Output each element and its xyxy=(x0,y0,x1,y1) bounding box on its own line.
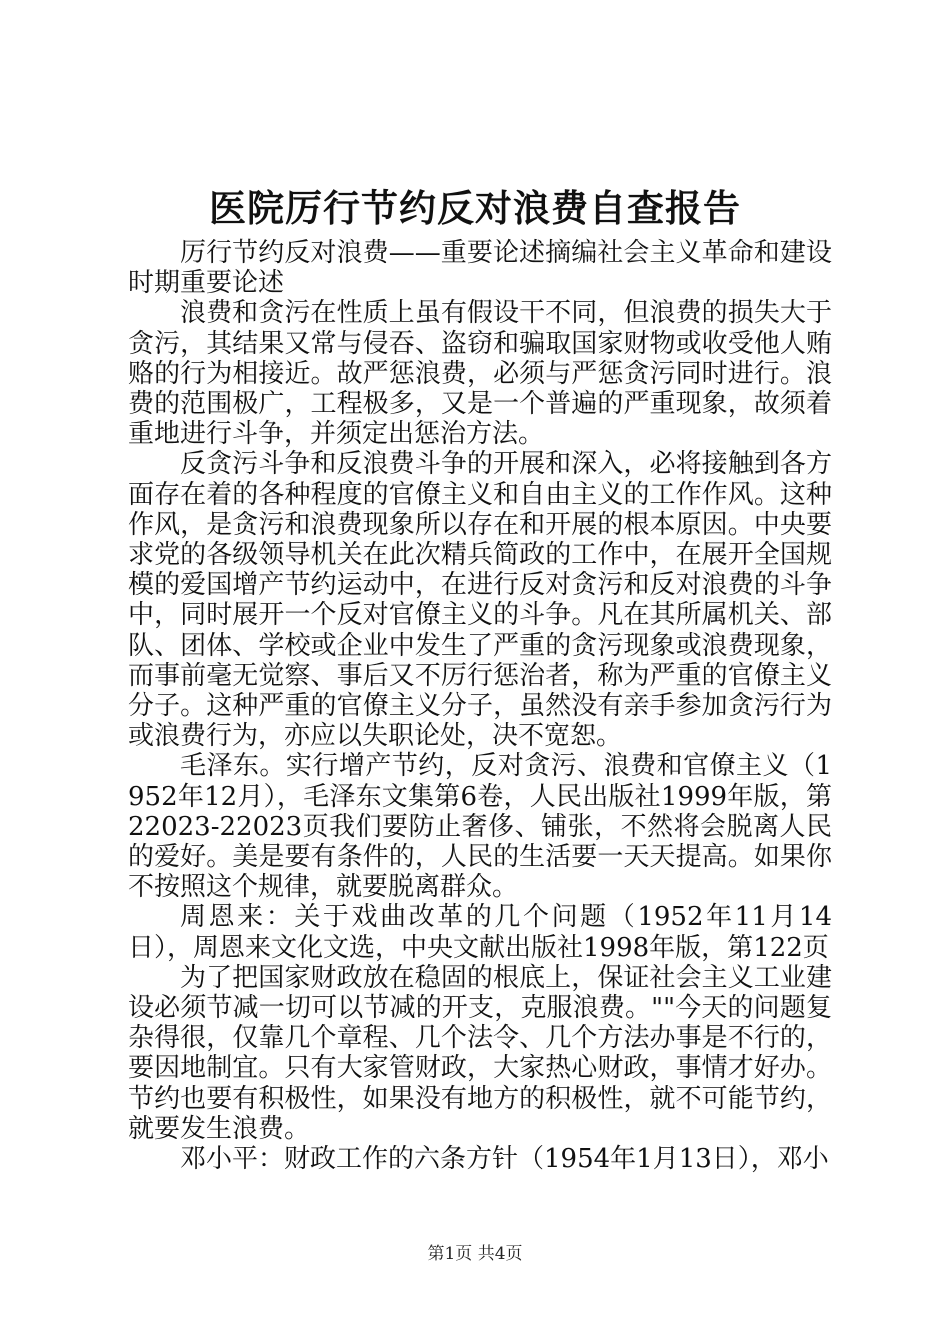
paragraph-5: 周恩来：关于戏曲改革的几个问题（1952年11月14日），周恩来文化文选，中央文献出版社1998年版，第122页 xyxy=(128,902,832,963)
page-number-footer: 第1页 共4页 xyxy=(427,1244,523,1264)
paragraph-6: 为了把国家财政放在稳固的根底上，保证社会主义工业建设必须节减一切可以节减的开支，克服浪费。""今天的问题复杂得很，仅靠几个章程、几个法令、几个方法办事是不行的，要因地制宜。只有大家管财政，大家热心财政，事情才好办。节约也要有积极性，如果没有地方的积极性，就不可能节约，就要发生浪费。 xyxy=(128,962,832,1144)
document-body xyxy=(128,238,832,1174)
paragraph-1: 厉行节约反对浪费——重要论述摘编社会主义革命和建设时期重要论述 xyxy=(128,238,832,299)
paragraph-4: 毛泽东。实行增产节约，反对贪污、浪费和官僚主义（1952年12月），毛泽东文集第6卷，人民出版社1999年版，第22023-22023页我们要防止奢侈、铺张，不然将会脱离人民的爱好。美是要有条件的，人民的生活要一天天提高。如果你不按照这个规律，就要脱离群众。 xyxy=(128,751,832,903)
paragraph-7: 邓小平：财政工作的六条方针（1954年1月13日），邓小 xyxy=(180,1144,829,1175)
document-title: 医院厉行节约反对浪费自查报告 xyxy=(209,186,741,230)
paragraph-2: 浪费和贪污在性质上虽有假设干不同，但浪费的损失大于贪污，其结果又常与侵吞、盗窃和骗取国家财物或收受他人贿赂的行为相接近。故严惩浪费，必须与严惩贪污同时进行。浪费的范围极广，工程极多，又是一个普遍的严重现象，故须着重地进行斗争，并须定出惩治方法。 xyxy=(128,298,832,450)
paragraph-3: 反贪污斗争和反浪费斗争的开展和深入，必将接触到各方面存在着的各种程度的官僚主义和自由主义的工作作风。这种作风，是贪污和浪费现象所以存在和开展的根本原因。中央要求党的各级领导机关在此次精兵简政的工作中，在展开全国规模的爱国增产节约运动中，在进行反对贪污和反对浪费的斗争中，同时展开一个反对官僚主义的斗争。凡在其所属机关、部队、团体、学校或企业中发生了严重的贪污现象或浪费现象，而事前毫无觉察、事后又不厉行惩治者，称为严重的官僚主义分子。这种严重的官僚主义分子，虽然没有亲手参加贪污行为或浪费行为，亦应以失职论处，决不宽恕。 xyxy=(128,449,832,752)
